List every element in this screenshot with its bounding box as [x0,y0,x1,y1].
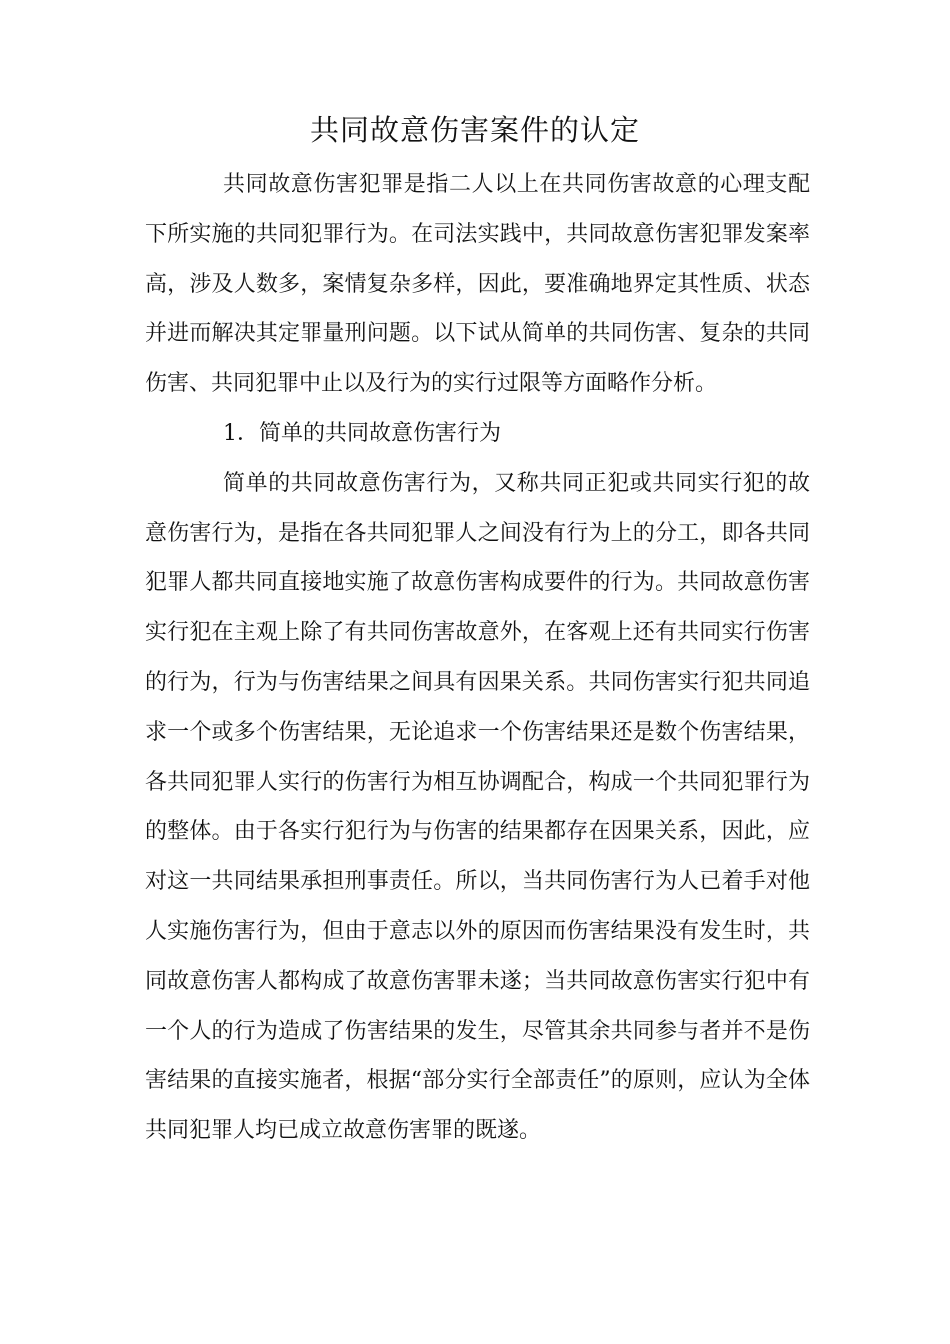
body-paragraph: 简单的共同故意伤害行为，又称共同正犯或共同实行犯的故意伤害行为，是指在各共同犯罪人之间没有行为上的分工，即各共同犯罪人都共同直接地实施了故意伤害构成要件的行为。共同故意伤害实行犯在主观上除了有共同伤害故意外，在客观上还有共同实行伤害的行为，行为与伤害结果之间具有因果关系。共同伤害实行犯共同追求一个或多个伤害结果，无论追求一个伤害结果还是数个伤害结果，各共同犯罪人实行的伤害行为相互协调配合，构成一个共同犯罪行为的整体。由于各实行犯行为与伤害的结果都存在因果关系，因此，应对这一共同结果承担刑事责任。所以，当共同伤害行为人已着手对他人实施伤害行为，但由于意志以外的原因而伤害结果没有发生时，共同故意伤害人都构成了故意伤害罪未遂；当共同故意伤害实行犯中有一个人的行为造成了伤害结果的发生，尽管其余共同参与者并不是伤害结果的直接实施者，根据“部分实行全部责任”的原则，应认为全体共同犯罪人均已成立故意伤害罪的既遂。 [145,470,810,1144]
intro-paragraph: 共同故意伤害犯罪是指二人以上在共同伤害故意的心理支配下所实施的共同犯罪行为。在司法实践中，共同故意伤害犯罪发案率高，涉及人数多，案情复杂多样，因此，要准确地界定其性质、状态并进而解决其定罪量刑问题。以下试从简单的共同伤害、复杂的共同伤害、共同犯罪中止以及行为的实行过限等方面略作分析。 [145,172,810,397]
section-heading: 1．简单的共同故意伤害行为 [223,420,501,446]
document-body [145,160,810,1156]
document-title: 共同故意伤害案件的认定 [309,113,640,147]
